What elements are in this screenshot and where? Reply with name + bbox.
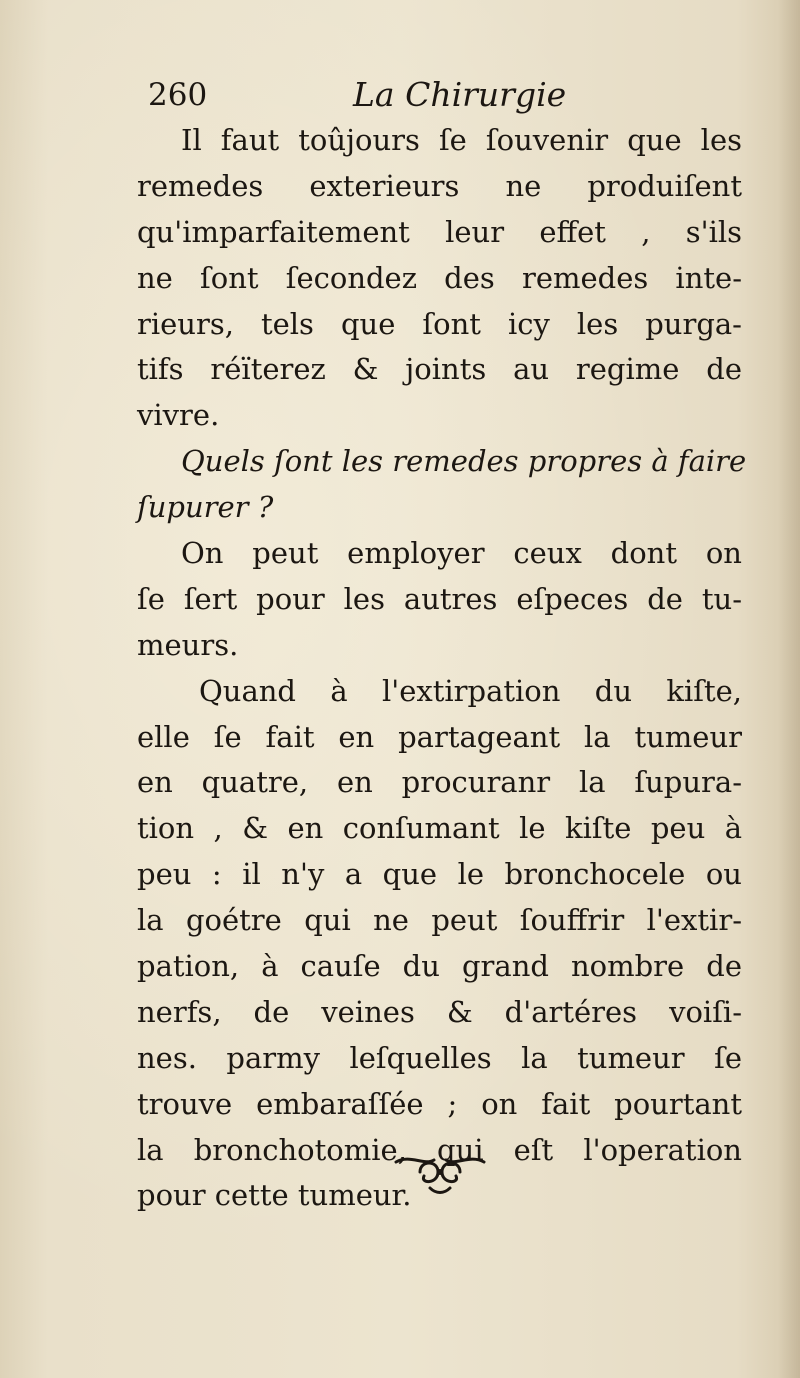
- page-edge-shadow: [778, 0, 800, 1378]
- text-line: vivre.: [137, 398, 220, 433]
- fleuron-ornament-icon: [390, 1150, 490, 1198]
- text-line: nes. parmy leſquelles la tumeur ſe: [137, 1040, 742, 1075]
- text-line: la goétre qui ne peut ſouffrir l'extir-: [137, 903, 742, 938]
- running-title: La Chirurgie: [353, 75, 567, 114]
- text-line: tifs réïterez & joints au regime de: [137, 352, 742, 387]
- question-line: Quels ſont les remedes propres à faire: [181, 444, 747, 479]
- text-line: rieurs, tels que ſont icy les purga-: [137, 306, 742, 341]
- text-line: meurs.: [137, 627, 239, 662]
- text-line: Quand à l'extirpation du kiſte,: [199, 673, 742, 708]
- running-header: [148, 70, 748, 120]
- text-line: elle ſe fait en partageant la tumeur: [137, 719, 742, 754]
- page-number: 260: [148, 77, 208, 113]
- text-line: ne ſont ſecondez des remedes inte-: [137, 260, 742, 295]
- main-text: [137, 118, 747, 1219]
- text-line: ſe ſert pour les autres eſpeces de tu-: [137, 581, 742, 616]
- question-line: ſupurer ?: [137, 490, 274, 525]
- text-line: pour cette tumeur.: [137, 1178, 412, 1213]
- text-line: peu : il n'y a que le bronchocele ou: [137, 857, 742, 892]
- text-line: On peut employer ceux dont on: [181, 536, 742, 571]
- text-line: Il faut toûjours ſe ſouvenir que les: [181, 123, 742, 157]
- text-line: tion , & en conſumant le kiſte peu à: [137, 811, 742, 846]
- text-line: remedes exterieurs ne produiſent: [137, 168, 742, 203]
- text-line: qu'imparfaitement leur effet , s'ils: [137, 214, 742, 249]
- text-line: nerfs, de veines & d'artéres voiſi-: [137, 994, 742, 1029]
- text-line: pation, à cauſe du grand nombre de: [137, 949, 742, 984]
- text-line: la bronchotomie, qui eſt l'operation: [137, 1132, 742, 1167]
- text-line: en quatre, en procuranr la ſupura-: [137, 765, 742, 800]
- text-line: trouve embaraſſée ; on fait pourtant: [137, 1086, 742, 1121]
